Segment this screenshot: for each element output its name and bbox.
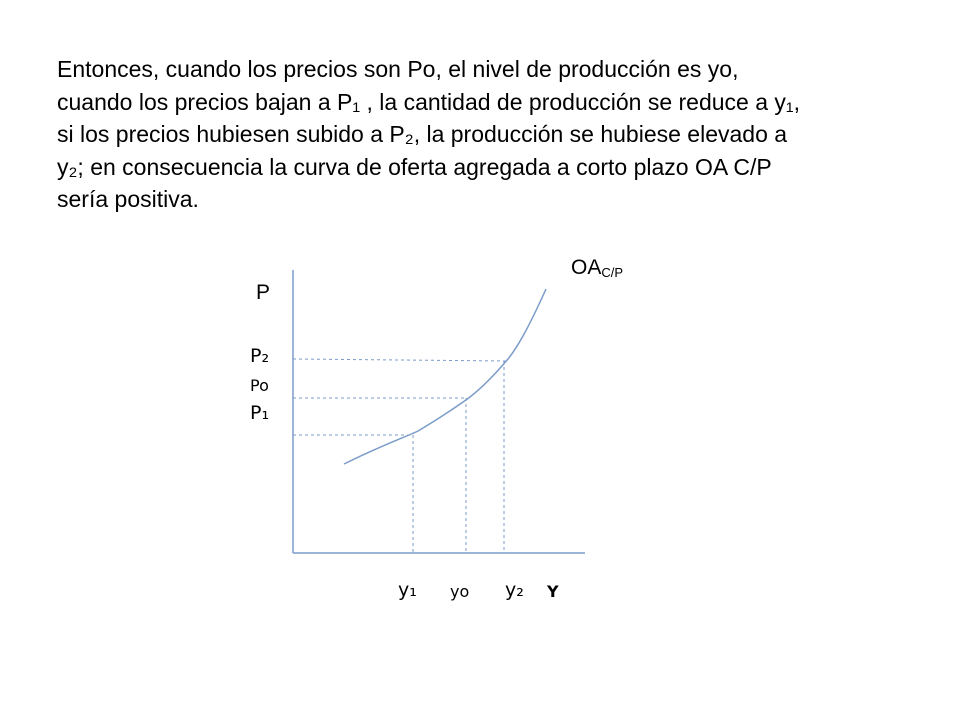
p1-tick-label: P₁	[250, 402, 270, 424]
yo-tick-label: yo	[450, 582, 470, 601]
curve-label-main: OA	[571, 256, 602, 279]
price-axis-label: P	[256, 281, 271, 304]
y2-tick-label: y₂	[505, 579, 524, 601]
p2-tick-label: P₂	[250, 345, 270, 367]
p2-guide-line	[293, 359, 508, 361]
curve-label	[571, 257, 623, 279]
paragraph-line-3: si los precios hubiesen subido a P₂, la producción se hubiese elevado a	[57, 121, 788, 147]
curve-label-sub: C/P	[601, 265, 624, 280]
paragraph-line-4: y₂; en consecuencia la curva de oferta agregada a corto plazo OA C/P	[57, 153, 772, 180]
paragraph-line-1: Entonces, cuando los precios son Po, el nivel de producción es yo,	[57, 56, 739, 82]
po-tick-label: Po	[250, 376, 269, 395]
paragraph-line-2: cuando los precios bajan a P₁ , la cantidad de producción se reduce a y₁,	[57, 88, 801, 115]
paragraph-line-5: sería positiva.	[57, 186, 199, 212]
y1-tick-label: y₁	[398, 579, 417, 601]
supply-curve	[344, 289, 546, 464]
quantity-axis-label: Y	[547, 582, 559, 601]
